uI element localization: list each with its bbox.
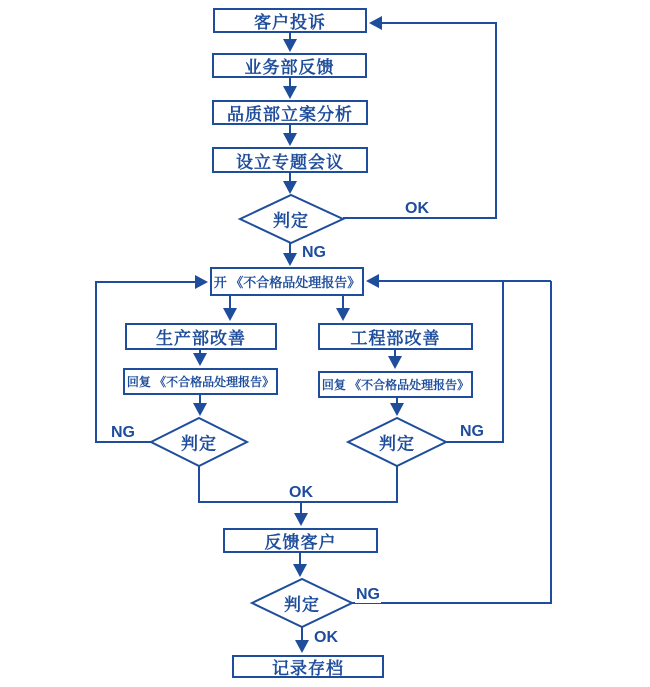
node-record-archive: 记录存档	[232, 655, 384, 678]
judge4-label: 判定	[284, 595, 320, 615]
merge-ok-label: OK	[289, 484, 313, 501]
judge1-ng-label: NG	[302, 244, 326, 261]
node-engineering-dept-improvement: 工程部改善	[318, 323, 473, 350]
node-open-ncr-report: 开 《不合格品处理报告》	[210, 267, 364, 296]
judge1-label: 判定	[273, 211, 309, 231]
node-production-dept-improvement: 生产部改善	[125, 323, 277, 350]
edge-judge3-ng-loop	[446, 281, 503, 442]
judge1-ok-label: OK	[405, 200, 429, 217]
judge4-ok-label: OK	[314, 629, 338, 646]
judge2-label: 判定	[181, 434, 217, 454]
judge2-ng-label: NG	[111, 424, 135, 441]
node-feedback-customer: 反馈客户	[223, 528, 378, 553]
node-special-topic-meeting: 设立专题会议	[212, 147, 368, 173]
judge4-ng-label: NG	[356, 586, 380, 603]
edge-judge2-ng-loop	[96, 282, 206, 442]
node-customer-complaint: 客户投诉	[213, 8, 367, 33]
judge3-label: 判定	[379, 434, 415, 454]
node-quality-dept-case-analysis: 品质部立案分析	[212, 100, 368, 125]
node-reply-ncr-report-right: 回复 《不合格品处理报告》	[318, 371, 473, 398]
node-reply-ncr-report-left: 回复 《不合格品处理报告》	[123, 368, 278, 395]
judge3-ng-label: NG	[460, 423, 484, 440]
node-sales-dept-feedback: 业务部反馈	[212, 53, 367, 78]
